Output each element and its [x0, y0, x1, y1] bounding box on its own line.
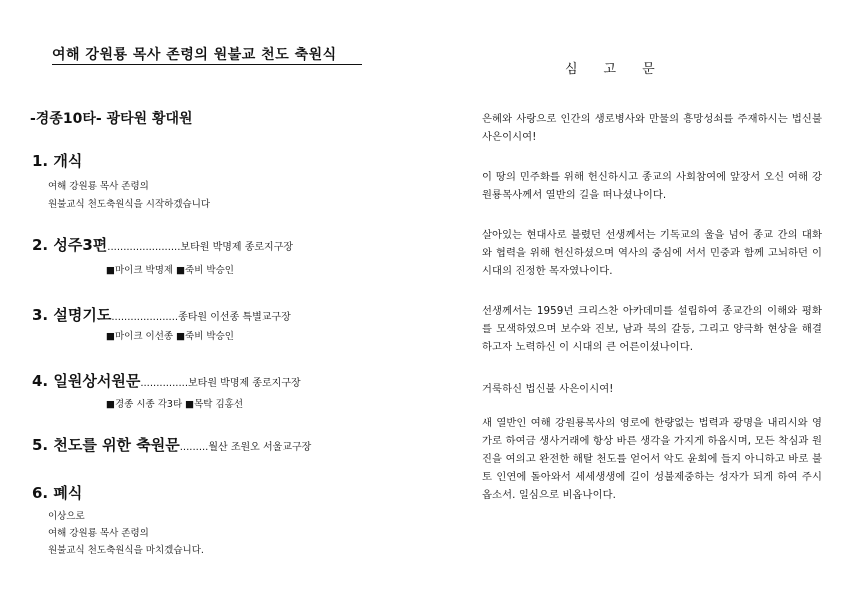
- leader-dots: .....................: [111, 312, 179, 323]
- section-officiant: 월산 조원오 서울교구장: [208, 442, 312, 453]
- section-number: 4.: [32, 372, 49, 390]
- section-3-heading: [32, 304, 291, 325]
- section-1-heading: [32, 150, 82, 171]
- prayer-paragraph-6: 새 열반인 여해 강원룡목사의 영로에 한량없는 법력과 광명을 내리시와 영가로 하여금 생사거래에 항상 바른 생각을 가지게 하옵시며, 모든 착심과 원진을 여의고 완전한 해탈 천도를 얻어서 악도 윤회에 들지 아니하고 바로 불토 인연에 돌아와서 세세생생에 길이 성불제중하는 성자가 되게 하여 주시옵소서. 일심으로 비옵나이다.: [482, 417, 822, 501]
- section-6-line: 원불교식 천도축원식을 마치겠습니다.: [48, 545, 204, 556]
- section-label: 폐식: [53, 484, 83, 502]
- section-6-line: 여해 강원룡 목사 존령의: [48, 528, 149, 539]
- leader-dots: ...............: [140, 378, 189, 389]
- section-label: 설명기도: [53, 306, 112, 324]
- prayer-paragraph-2: 이 땅의 민주화를 위해 헌신하시고 종교의 사회참여에 앞장서 오신 여해 강원룡목사께서 열반의 길을 떠나셨나이다.: [482, 171, 822, 201]
- section-2-roles: ■마이크 박명제 ■죽비 박승인: [106, 265, 234, 276]
- section-number: 6.: [32, 484, 49, 502]
- section-2-heading: [32, 234, 293, 255]
- prayer-heading: 심고문: [565, 62, 681, 77]
- right-page: [430, 0, 850, 600]
- section-5-heading: [32, 434, 311, 455]
- title-underline: [52, 64, 362, 65]
- section-4-roles: ■경종 시종 각3타 ■목탁 김홍선: [106, 399, 244, 410]
- section-officiant: 보타원 박명제 종로지구장: [188, 378, 301, 389]
- section-6-line: 이상으로: [48, 511, 85, 522]
- section-number: 3.: [32, 306, 49, 324]
- section-label: 개식: [53, 152, 83, 170]
- section-officiant: 종타원 이선종 특별교구장: [178, 312, 291, 323]
- prayer-paragraph-3: 살아있는 현대사로 불렸던 선생께서는 기독교의 울을 넘어 종교 간의 대화와 협력을 위해 헌신하셨으며 역사의 중심에 서서 민중과 함께 고뇌하던 이 시대의 진정한 목자였나이다.: [482, 229, 822, 277]
- page-title: 여해 강원룡 목사 존령의 원불교 천도 축원식: [52, 47, 337, 63]
- section-officiant: 보타원 박명제 종로지구장: [180, 242, 294, 253]
- section-1-line: 여해 강원룡 목사 존령의: [48, 181, 149, 192]
- section-number: 1.: [32, 152, 49, 170]
- prayer-paragraph-1: 은혜와 사랑으로 인간의 생로병사와 만물의 흥망성쇠를 주재하시는 법신불 사은이시여!: [482, 113, 822, 143]
- prayer-paragraph-5: 거룩하신 법신불 사은이시여!: [482, 383, 614, 395]
- bell-subtitle: -경종10타- 광타원 황대원: [30, 111, 193, 127]
- section-label: 일원상서원문: [53, 372, 141, 390]
- leader-dots: .........: [179, 442, 209, 453]
- section-label: 성주3편: [53, 236, 108, 254]
- section-1-line: 원불교식 천도축원식을 시작하겠습니다: [48, 199, 211, 210]
- leader-dots: .......................: [107, 242, 181, 253]
- section-number: 5.: [32, 436, 49, 454]
- section-4-heading: [32, 370, 301, 391]
- prayer-paragraph-4: 선생께서는 1959년 크리스찬 아카데미를 설립하여 종교간의 이해와 평화를 모색하였으며 보수와 진보, 남과 북의 갈등, 그리고 양극화 현상을 해결하고자 노력하신 이 시대의 큰 어른이셨나이다.: [482, 305, 822, 353]
- section-3-roles: ■마이크 이선종 ■죽비 박승인: [106, 331, 234, 342]
- section-number: 2.: [32, 236, 49, 254]
- section-label: 천도를 위한 축원문: [53, 436, 180, 454]
- section-6-heading: [32, 482, 82, 503]
